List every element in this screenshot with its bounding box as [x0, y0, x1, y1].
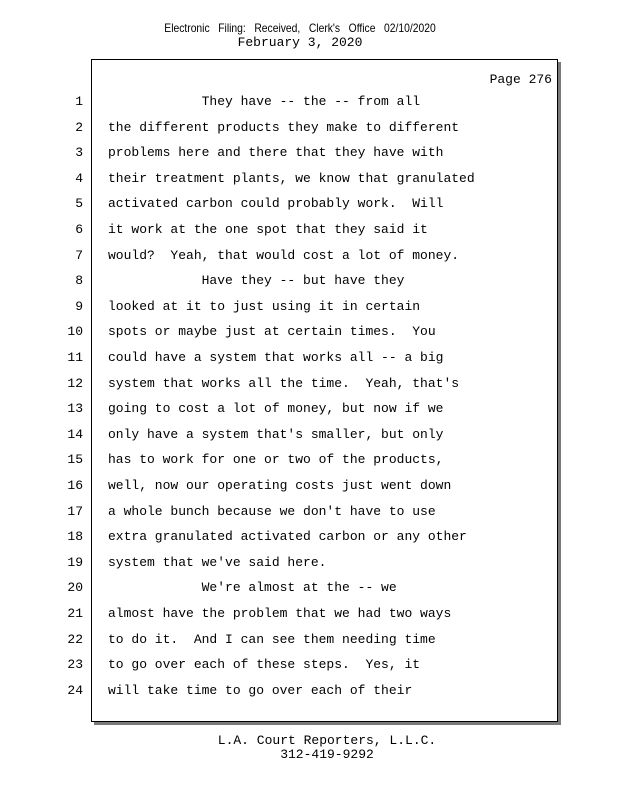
line-number: 23 — [67, 657, 83, 672]
transcript-line: We're almost at the -- we — [108, 580, 397, 595]
stamp-word: Electronic — [164, 21, 210, 35]
transcript-line: could have a system that works all -- a big — [108, 350, 444, 365]
line-number: 20 — [67, 580, 83, 595]
transcript-line: system that we've said here. — [108, 555, 327, 570]
transcript-line: Have they -- but have they — [108, 273, 405, 288]
transcript-date: February 3, 2020 — [237, 35, 363, 50]
transcript-line: going to cost a lot of money, but now if we — [108, 401, 444, 416]
transcript-line: to go over each of these steps. Yes, it — [108, 657, 421, 672]
transcript-line: only have a system that's smaller, but only — [108, 427, 444, 442]
line-number: 16 — [67, 478, 83, 493]
transcript-line: spots or maybe just at certain times. You — [108, 324, 436, 339]
stamp-word: Filing: — [218, 21, 246, 35]
stamp-word: 02/10/2020 — [384, 21, 436, 35]
line-number: 1 — [75, 94, 83, 109]
transcript-line: system that works all the time. Yeah, that's — [108, 376, 460, 391]
line-number: 6 — [75, 222, 83, 237]
transcript-line: their treatment plants, we know that granulated — [108, 171, 475, 186]
transcript-line: problems here and there that they have with — [108, 145, 444, 160]
line-number: 21 — [67, 606, 83, 621]
transcript-line: it work at the one spot that they said it — [108, 222, 428, 237]
transcript-line: has to work for one or two of the products, — [108, 452, 444, 467]
line-number: 10 — [67, 324, 83, 339]
page-number: Page 276 — [489, 72, 552, 87]
line-number: 8 — [75, 273, 83, 288]
transcript-line: will take time to go over each of their — [108, 683, 413, 698]
line-number: 15 — [67, 452, 83, 467]
line-number: 3 — [75, 145, 83, 160]
transcript-line: extra granulated activated carbon or any other — [108, 529, 467, 544]
transcript-line: They have -- the -- from all — [108, 94, 421, 109]
transcript-line: activated carbon could probably work. Will — [108, 196, 444, 211]
line-number: 22 — [67, 632, 83, 647]
line-number: 4 — [75, 171, 83, 186]
reporter-phone: 312-419-9292 — [280, 747, 374, 762]
transcript-line: the different products they make to different — [108, 120, 460, 135]
line-number: 9 — [75, 299, 83, 314]
stamp-word: Received, — [254, 21, 301, 35]
stamp-word: Office — [348, 21, 376, 35]
transcript-line: a whole bunch because we don't have to use — [108, 504, 436, 519]
line-number: 11 — [67, 350, 83, 365]
stamp-word: Clerk's — [308, 21, 341, 35]
line-number: 14 — [67, 427, 83, 442]
line-number: 7 — [75, 248, 83, 263]
transcript-line: almost have the problem that we had two ways — [108, 606, 452, 621]
line-number: 17 — [67, 504, 83, 519]
reporter-company: L.A. Court Reporters, L.L.C. — [217, 733, 437, 748]
filing-stamp — [42, 21, 558, 35]
line-number: 24 — [67, 683, 83, 698]
line-number: 5 — [75, 196, 83, 211]
line-number: 18 — [67, 529, 83, 544]
line-number: 13 — [67, 401, 83, 416]
transcript-line: would? Yeah, that would cost a lot of money. — [108, 248, 460, 263]
transcript-line: looked at it to just using it in certain — [108, 299, 421, 314]
line-number: 19 — [67, 555, 83, 570]
transcript-line: to do it. And I can see them needing time — [108, 632, 436, 647]
line-number: 2 — [75, 120, 83, 135]
transcript-line: well, now our operating costs just went down — [108, 478, 452, 493]
line-number: 12 — [67, 376, 83, 391]
